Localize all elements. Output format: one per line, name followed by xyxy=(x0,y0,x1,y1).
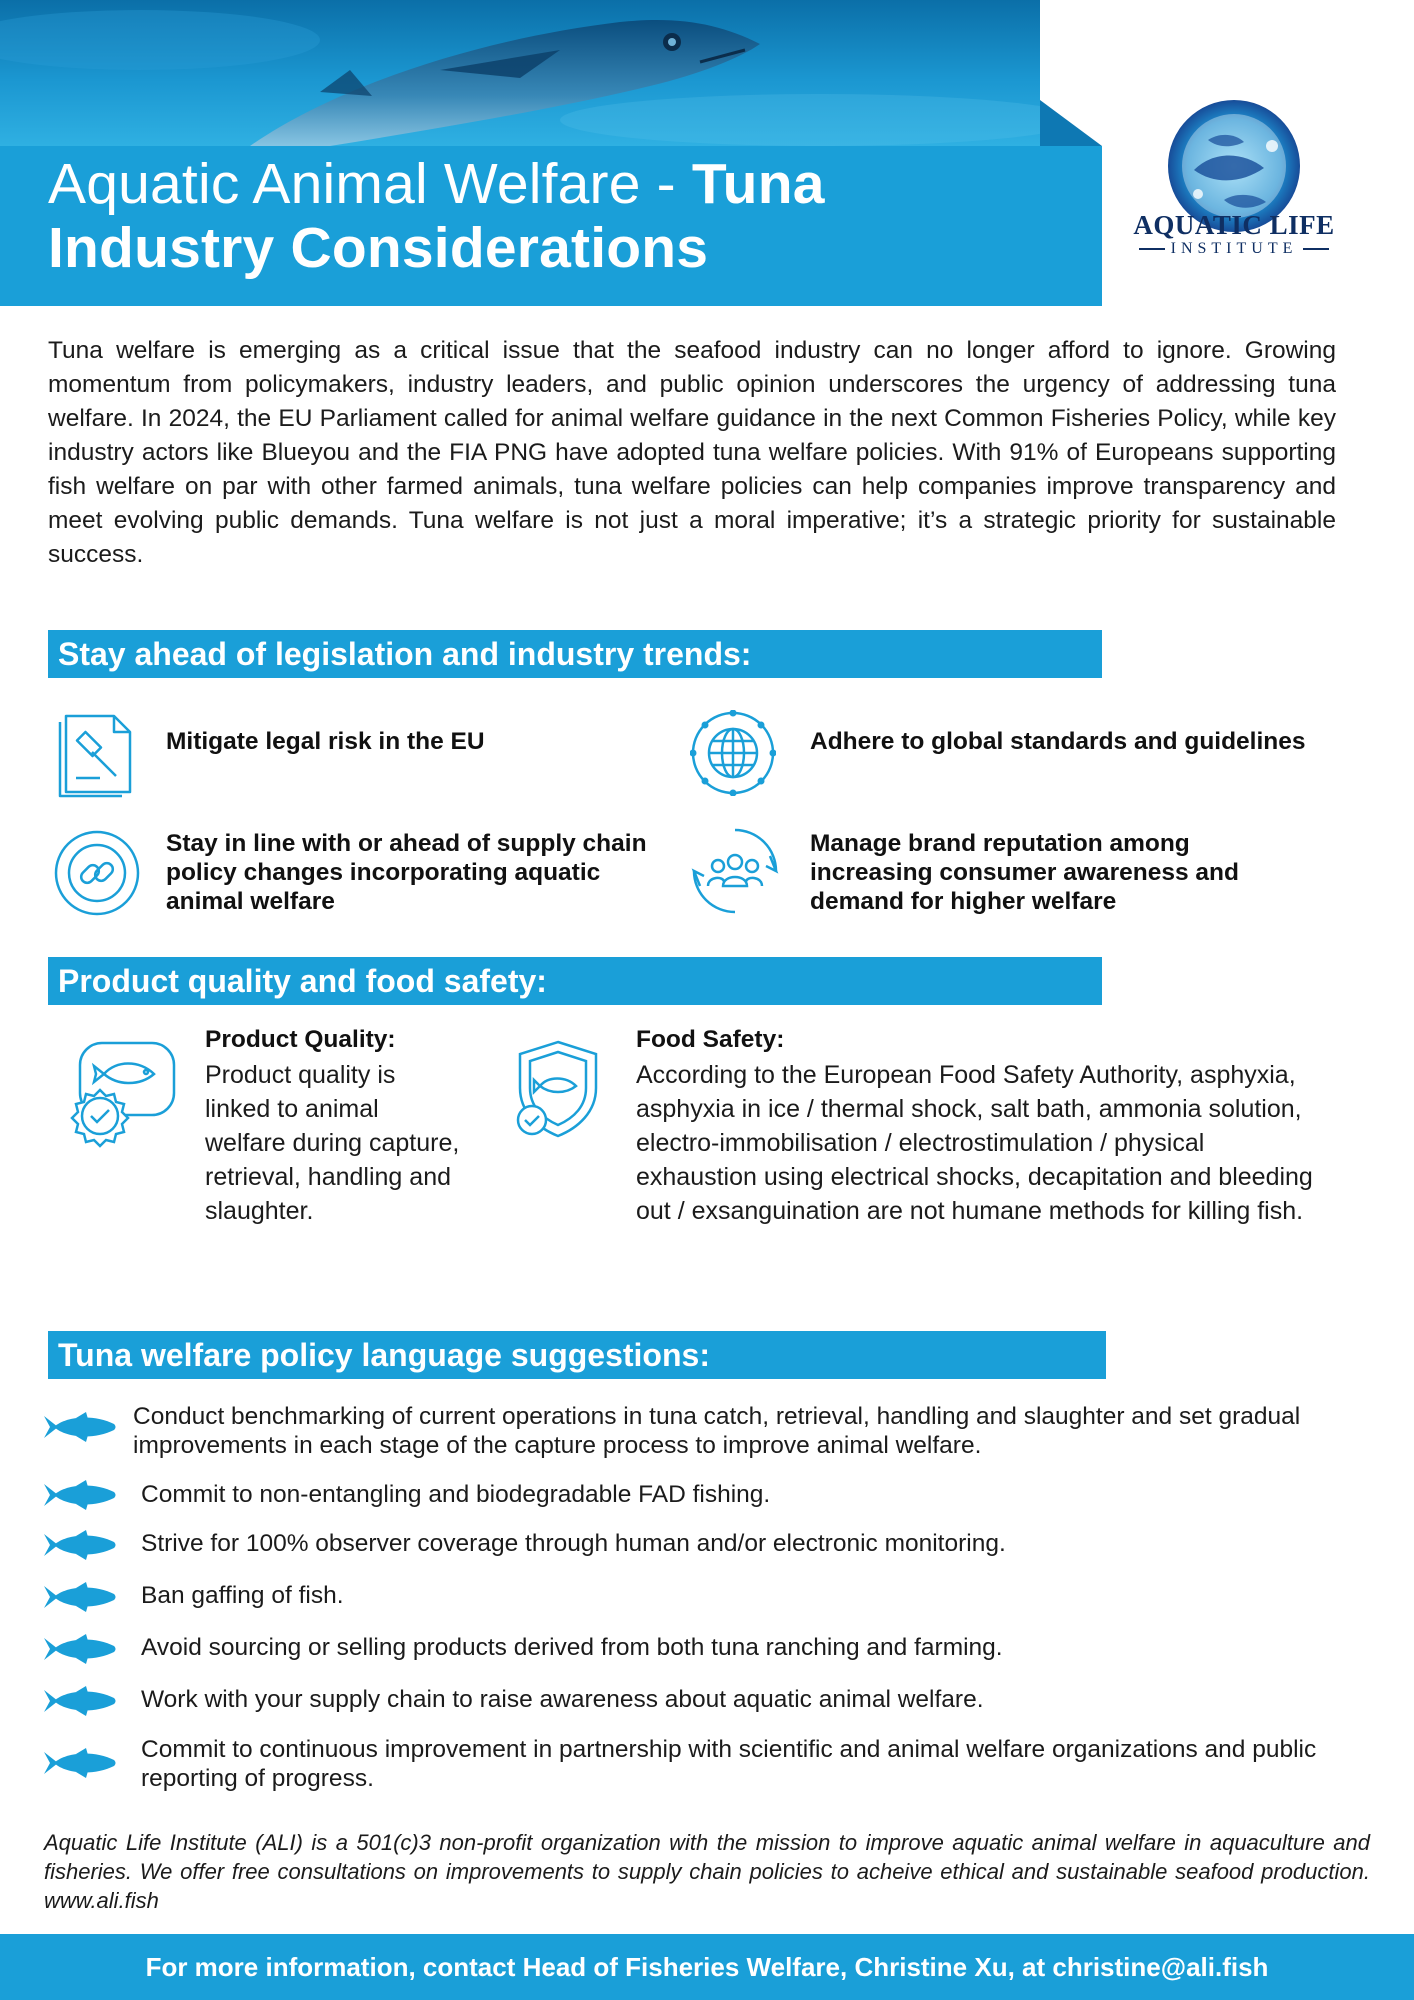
policy-suggestion-6: Work with your supply chain to raise awareness about aquatic animal welfare. xyxy=(141,1686,984,1713)
policy-suggestion-1: Conduct benchmarking of current operations in tuna catch, retrieval, handling and slaughter and set gradual improvements in each stage of the capture process to improve animal welfare. xyxy=(133,1403,1301,1459)
header-tuna-photo xyxy=(0,0,1040,146)
contact-footer: For more information, contact Head of Fisheries Welfare, Christine Xu, at christine@ali.fish xyxy=(0,1934,1414,2000)
chain-link-cycle-icon xyxy=(52,828,142,918)
tuna-bullet-icon xyxy=(42,1582,118,1612)
feature-supply-chain-policy: Stay in line with or ahead of supply chain policy changes incorporating aquatic animal welfare xyxy=(166,830,647,915)
title-bold-part-2: Industry Considerations xyxy=(48,216,709,280)
intro-paragraph: Tuna welfare is emerging as a critical issue that the seafood industry can no longer afford to ignore. Growing momentum from policymakers, industry leaders, and public opinion underscores the urgency of addressing tuna welfare. In 2024, the EU Parliament called for animal welfare guidance in the next Common Fisheries Policy, while key industry actors like Blueyou and the FIA PNG have adopted tuna welfare policies. With 91% of Europeans supporting fish welfare on par with other farmed animals, tuna welfare policies can help companies improve transparency and meet evolving public demands. Tuna welfare is not just a moral imperative; it’s a strategic priority for sustainable success. xyxy=(48,337,1336,568)
policy-suggestion-4: Ban gaffing of fish. xyxy=(141,1582,344,1609)
policy-suggestion-2: Commit to non-entangling and biodegradable FAD fishing. xyxy=(141,1481,771,1508)
tuna-photo-illustration xyxy=(0,0,1040,146)
tuna-bullet-icon xyxy=(42,1748,118,1778)
page-title xyxy=(48,152,1088,280)
tuna-bullet-icon xyxy=(42,1686,118,1716)
product-quality-body: Product quality is linked to animal welfare during capture, retrieval, handling and slaughter. xyxy=(205,1061,460,1225)
fish-safety-shield-icon xyxy=(512,1038,604,1138)
product-quality-title: Product Quality: xyxy=(205,1026,396,1053)
food-safety-title: Food Safety: xyxy=(636,1026,785,1053)
tuna-bullet-icon xyxy=(42,1634,118,1664)
people-cycle-icon xyxy=(690,826,780,916)
tuna-bullet-icon xyxy=(42,1412,118,1442)
tuna-bullet-icon xyxy=(42,1480,118,1510)
logo-subtitle: INSTITUTE xyxy=(1124,240,1344,258)
section-heading-legislation: Stay ahead of legislation and industry trends: xyxy=(48,630,1102,678)
header-corner-accent xyxy=(1040,100,1102,146)
feature-brand-reputation: Manage brand reputation among increasing consumer awareness and demand for higher welfare xyxy=(810,830,1239,915)
policy-suggestion-3: Strive for 100% observer coverage through human and/or electronic monitoring. xyxy=(141,1530,1006,1557)
policy-suggestion-5: Avoid sourcing or selling products derived from both tuna ranching and farming. xyxy=(141,1634,1003,1661)
title-bold-part-1: Tuna xyxy=(691,152,825,216)
food-safety-body: According to the European Food Safety Authority, asphyxia, asphyxia in ice / thermal shock, salt bath, ammonia solution, electro-immobilisation / electrostimulation / physical exhaustion using electrical shocks, decapitation and bleeding out / exsanguination are not humane methods for killing fish. xyxy=(636,1061,1313,1225)
globe-icon xyxy=(690,710,776,796)
section-heading-quality-safety: Product quality and food safety: xyxy=(48,957,1102,1005)
policy-suggestion-7: Commit to continuous improvement in partnership with scientific and animal welfare organizations and public reporting of progress. xyxy=(141,1736,1317,1792)
title-light-part: Aquatic Animal Welfare - xyxy=(48,152,692,216)
tuna-bullet-icon xyxy=(42,1530,118,1560)
feature-mitigate-legal-risk: Mitigate legal risk in the EU xyxy=(166,728,485,755)
about-organization-note: Aquatic Life Institute (ALI) is a 501(c)3 non-profit organization with the mission to improve aquatic animal welfare in aquaculture and fisheries. We offer free consultations on improvements to supply chain policies to acheive ethical and sustainable seafood production. www.ali.fish xyxy=(44,1830,1370,1913)
section-heading-policy-suggestions: Tuna welfare policy language suggestions: xyxy=(48,1331,1106,1379)
legal-document-gavel-icon xyxy=(56,708,138,798)
logo-name: AQUATIC LIFE xyxy=(1133,210,1335,240)
feature-global-standards: Adhere to global standards and guidelines xyxy=(810,728,1306,755)
fish-quality-badge-icon xyxy=(60,1040,178,1148)
